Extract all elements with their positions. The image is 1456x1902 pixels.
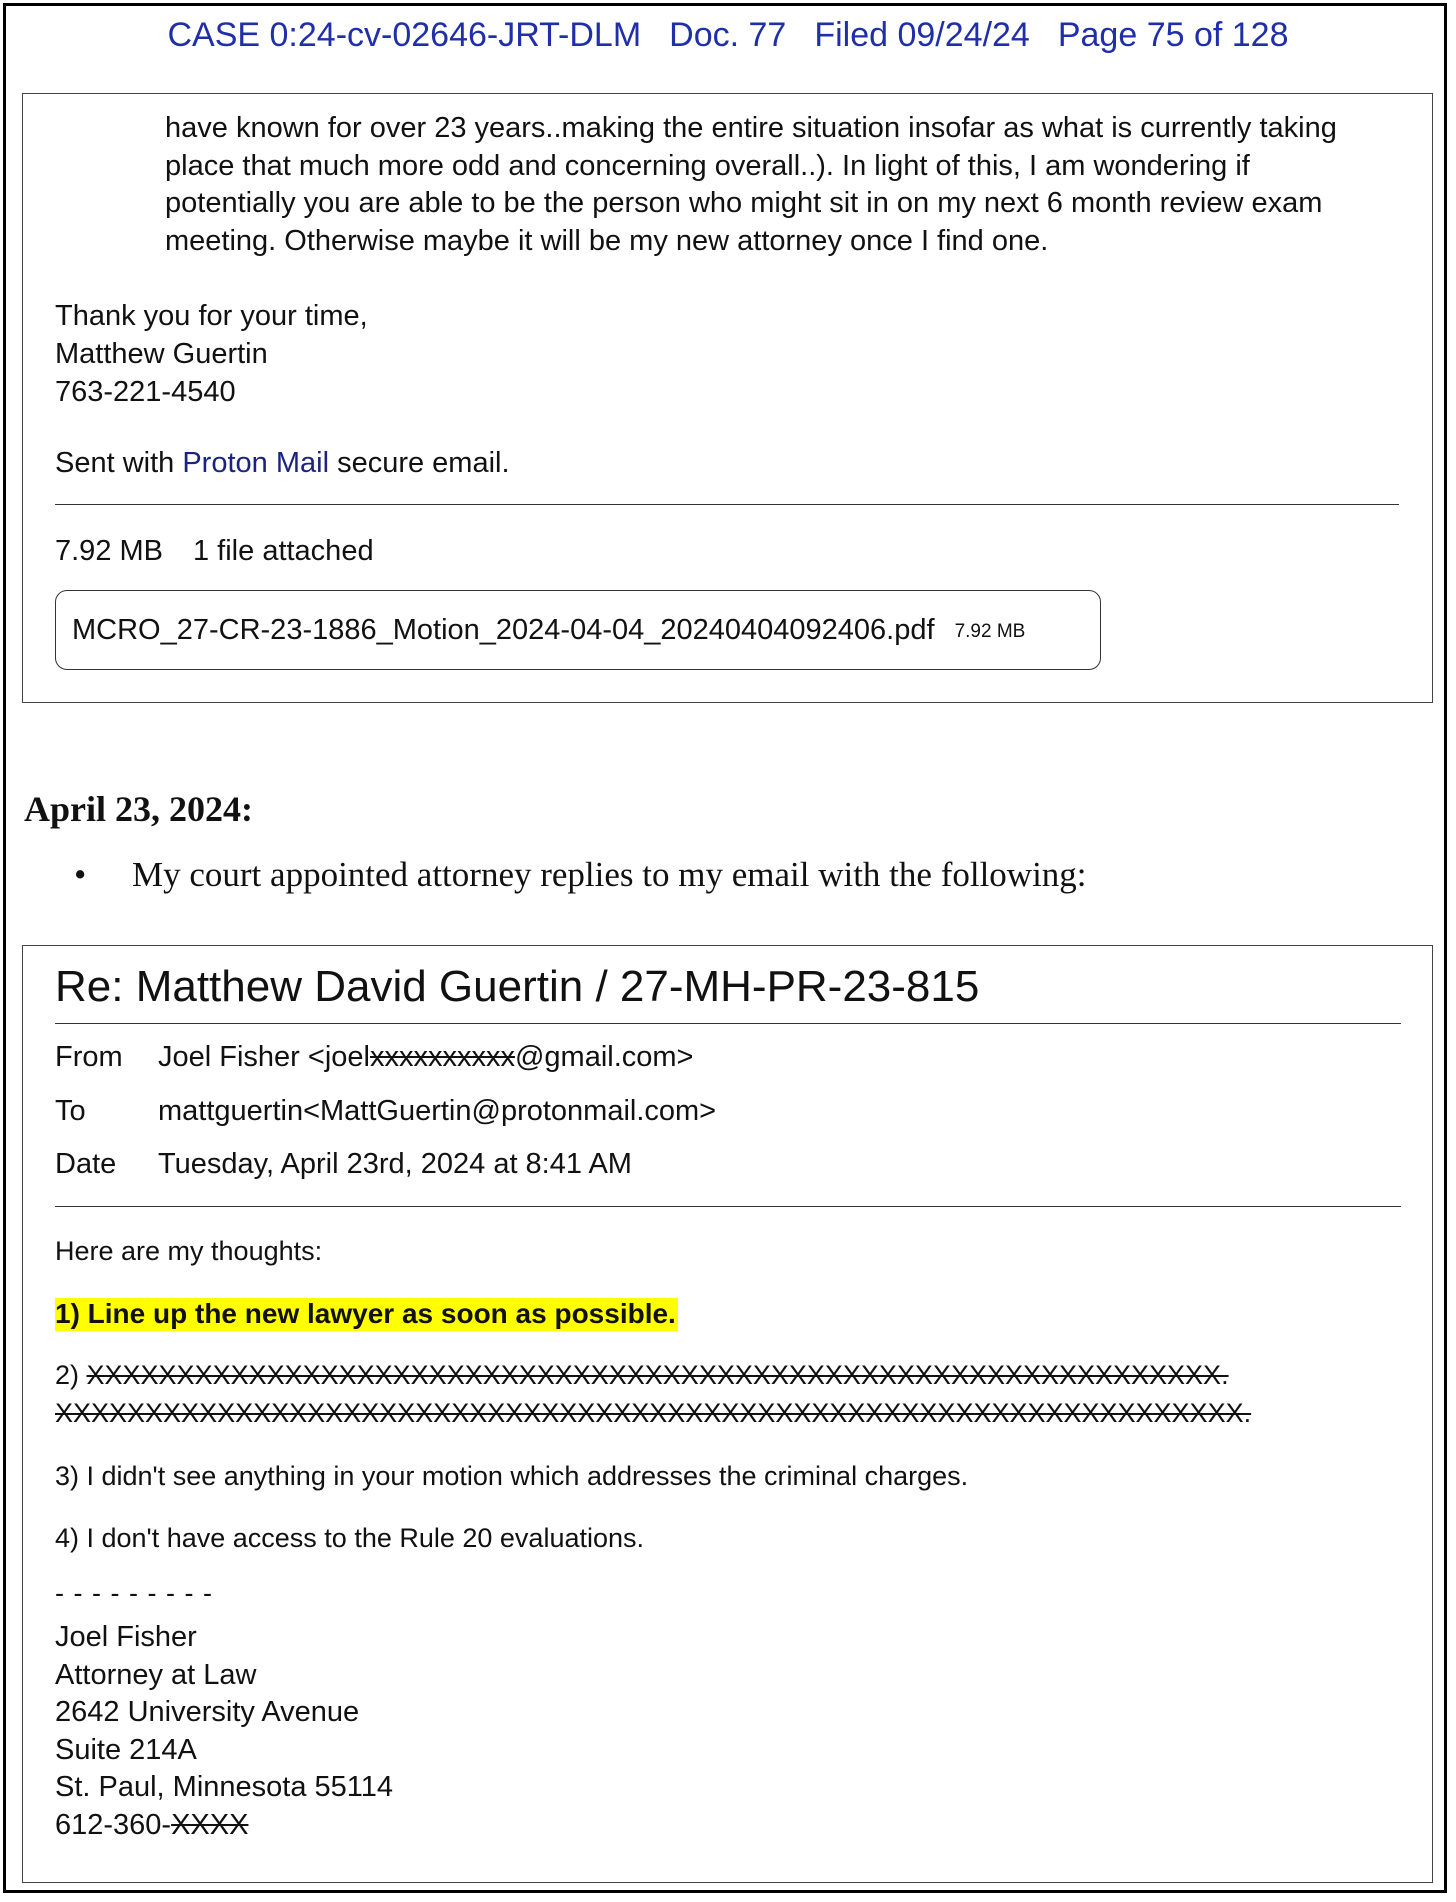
from-row — [55, 1041, 694, 1074]
sent-suffix: secure email. — [329, 447, 510, 479]
divider — [55, 1023, 1401, 1024]
signature-suite: Suite 214A — [55, 1733, 197, 1766]
filed-date: Filed 09/24/24 — [814, 16, 1030, 54]
date-heading: April 23, 2024: — [24, 789, 253, 829]
email-signoff — [55, 297, 368, 411]
attachment-summary — [55, 535, 374, 568]
point-2-continued — [55, 1398, 1251, 1429]
date-label: Date — [55, 1148, 117, 1180]
from-redacted: xxxxxxxxxx — [369, 1041, 515, 1073]
sender-name: Matthew Guertin — [55, 338, 268, 370]
redacted-text: XXXXXXXXXXXXXXXXXXXXXXXXXXXXXXXXXXXXXXXXXXXXXXXXXXXXXXXXXXXXXXX. — [86, 1360, 1229, 1390]
attachment-filename: MCRO_27-CR-23-1886_Motion_2024-04-04_20240404092406.pdf — [72, 613, 935, 646]
divider — [55, 504, 1399, 505]
bullet-icon: • — [74, 855, 87, 894]
case-number: CASE 0:24-cv-02646-JRT-DLM — [167, 16, 642, 54]
highlighted-text: 1) Line up the new lawyer as soon as possible. — [55, 1298, 676, 1329]
page-number: Page 75 of 128 — [1057, 16, 1289, 54]
to-row — [55, 1095, 716, 1128]
point-3: 3) I didn't see anything in your motion which addresses the criminal charges. — [55, 1461, 969, 1491]
attachment-total-size: 7.92 MB — [55, 535, 163, 567]
sender-phone: 763-221-4540 — [55, 376, 236, 408]
divider — [55, 1206, 1401, 1207]
case-header — [0, 16, 1456, 55]
email-subject: Re: Matthew David Guertin / 27-MH-PR-23-815 — [55, 962, 980, 1011]
paragraph-line: meeting. Otherwise maybe it will be my new attorney once I find one. — [165, 224, 1049, 257]
to-label: To — [55, 1095, 86, 1127]
phone-prefix: 612-360- — [55, 1808, 172, 1841]
from-suffix: @gmail.com> — [514, 1041, 694, 1073]
to-value: mattguertin<MattGuertin@protonmail.com> — [158, 1095, 717, 1127]
sent-with-line — [55, 447, 510, 480]
signoff-line: Thank you for your time, — [55, 300, 368, 332]
phone-redacted: XXXX — [171, 1808, 249, 1841]
from-label: From — [55, 1041, 123, 1073]
point-2-number: 2) — [55, 1360, 87, 1390]
date-value: Tuesday, April 23rd, 2024 at 8:41 AM — [158, 1148, 632, 1180]
bullet-text: My court appointed attorney replies to my email with the following: — [132, 855, 1087, 894]
signature-street: 2642 University Avenue — [55, 1696, 360, 1728]
email-screenshot-previous — [22, 93, 1433, 703]
email-screenshot-reply — [22, 945, 1433, 1883]
from-prefix: Joel Fisher <joel — [158, 1041, 370, 1073]
redacted-text: XXXXXXXXXXXXXXXXXXXXXXXXXXXXXXXXXXXXXXXXXXXXXXXXXXXXXXXXXXXXXXXXXX. — [55, 1398, 1252, 1428]
signature-title: Attorney at Law — [55, 1658, 257, 1691]
signature-separator: - - - - - - - - - — [55, 1578, 213, 1608]
bullet-item — [74, 855, 1087, 895]
attachment-chip[interactable] — [55, 590, 1101, 670]
proton-mail-link[interactable]: Proton Mail — [182, 447, 330, 479]
attachment-size: 7.92 MB — [954, 621, 1026, 642]
paragraph-line: place that much more odd and concerning overall..). In light of this, I am wondering if — [165, 149, 1250, 182]
signature-phone — [55, 1807, 393, 1845]
point-1 — [55, 1298, 678, 1330]
email-intro: Here are my thoughts: — [55, 1236, 323, 1266]
point-2 — [55, 1360, 1229, 1391]
paragraph-line: potentially you are able to be the person who might sit in on my next 6 month review exam — [165, 187, 1323, 219]
doc-number: Doc. 77 — [669, 16, 787, 54]
email-body-paragraph — [165, 110, 1415, 260]
sent-prefix: Sent with — [55, 447, 183, 479]
paragraph-line: have known for over 23 years..making the entire situation insofar as what is currently taking — [165, 112, 1337, 144]
point-4: 4) I don't have access to the Rule 20 evaluations. — [55, 1523, 645, 1553]
signature-block — [55, 1619, 393, 1844]
attachment-count: 1 file attached — [193, 535, 374, 567]
date-row — [55, 1148, 632, 1181]
signature-name: Joel Fisher — [55, 1621, 197, 1653]
signature-city: St. Paul, Minnesota 55114 — [55, 1771, 394, 1803]
